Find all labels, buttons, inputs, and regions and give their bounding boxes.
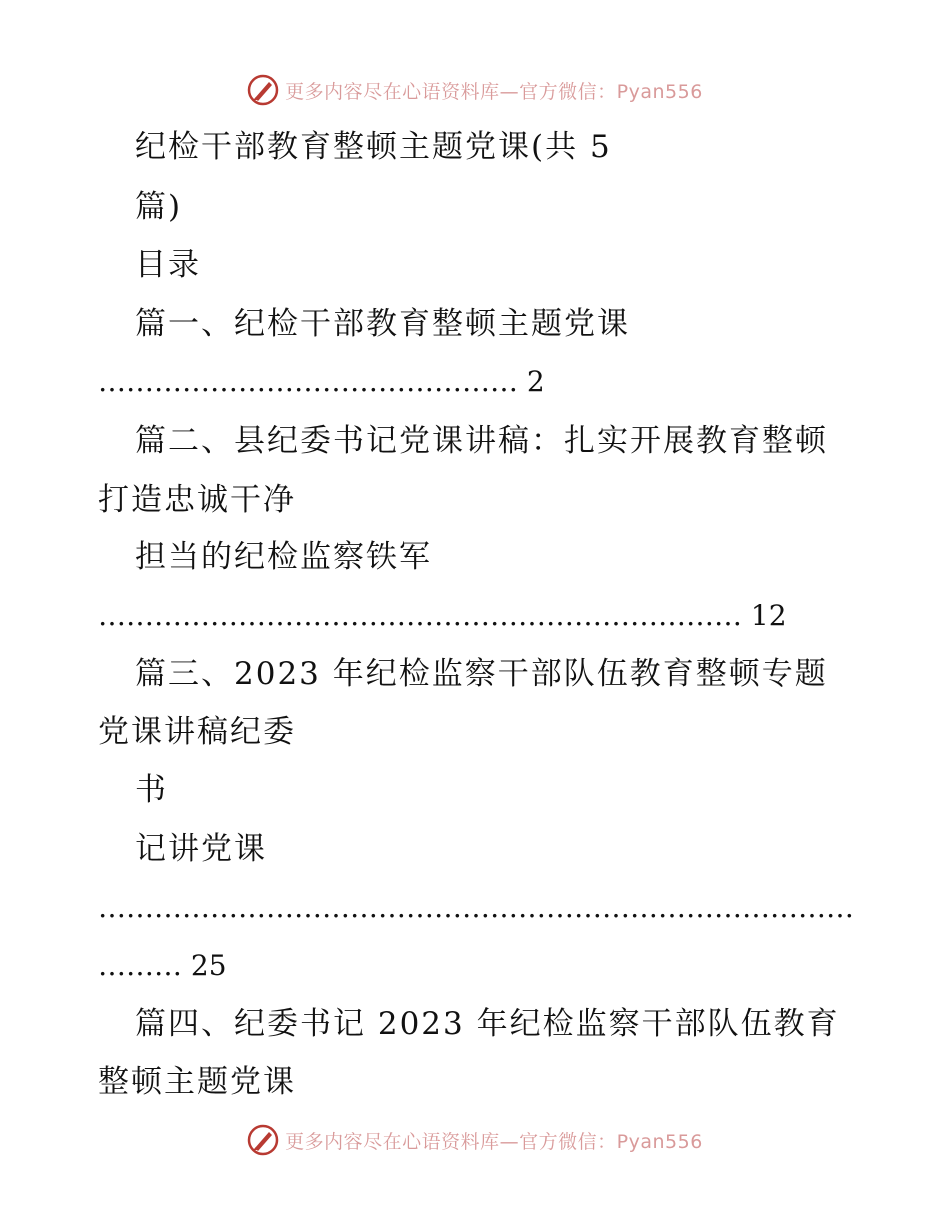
- doc-title-line-2: 篇): [135, 189, 183, 225]
- pen-logo-icon: [247, 1124, 279, 1156]
- pen-logo-icon: [247, 74, 279, 106]
- toc-entry-3-title-cont-1: 党课讲稿纪委: [98, 714, 296, 750]
- doc-title-line-1: 纪检干部教育整顿主题党课(共 5: [135, 129, 612, 165]
- toc-entry-3-dots: ………………………………………………………………………: [98, 891, 854, 924]
- banner-text: 更多内容尽在心语资料库—官方微信：Pyan556: [285, 80, 703, 103]
- toc-entry-3-title: 篇三、2023 年纪检监察干部队伍教育整顿专题: [135, 656, 828, 692]
- toc-entry-3-title-cont-2: 书: [135, 772, 168, 808]
- toc-entry-2-title-cont-1: 打造忠诚干净: [98, 482, 296, 518]
- header-banner: [0, 70, 950, 110]
- toc-entry-3-page: ……… 25: [98, 949, 227, 982]
- toc-entry-3-title-cont-3: 记讲党课: [135, 831, 267, 867]
- toc-entry-1-title: 篇一、纪检干部教育整顿主题党课: [135, 306, 630, 342]
- toc-entry-1-page: ……………………………………… 2: [98, 365, 545, 398]
- toc-heading: 目录: [135, 247, 201, 283]
- toc-entry-4-title: 篇四、纪委书记 2023 年纪检监察干部队伍教育: [135, 1006, 840, 1042]
- footer-banner: [0, 1120, 950, 1160]
- toc-entry-2-title-cont-2: 担当的纪检监察铁军: [135, 539, 432, 575]
- banner-text: 更多内容尽在心语资料库—官方微信：Pyan556: [285, 1130, 703, 1153]
- toc-entry-2-title: 篇二、县纪委书记党课讲稿：扎实开展教育整顿: [135, 423, 828, 459]
- toc-entry-4-title-cont-1: 整顿主题党课: [98, 1064, 296, 1100]
- toc-entry-2-page: …………………………………………………………… 12: [98, 599, 787, 632]
